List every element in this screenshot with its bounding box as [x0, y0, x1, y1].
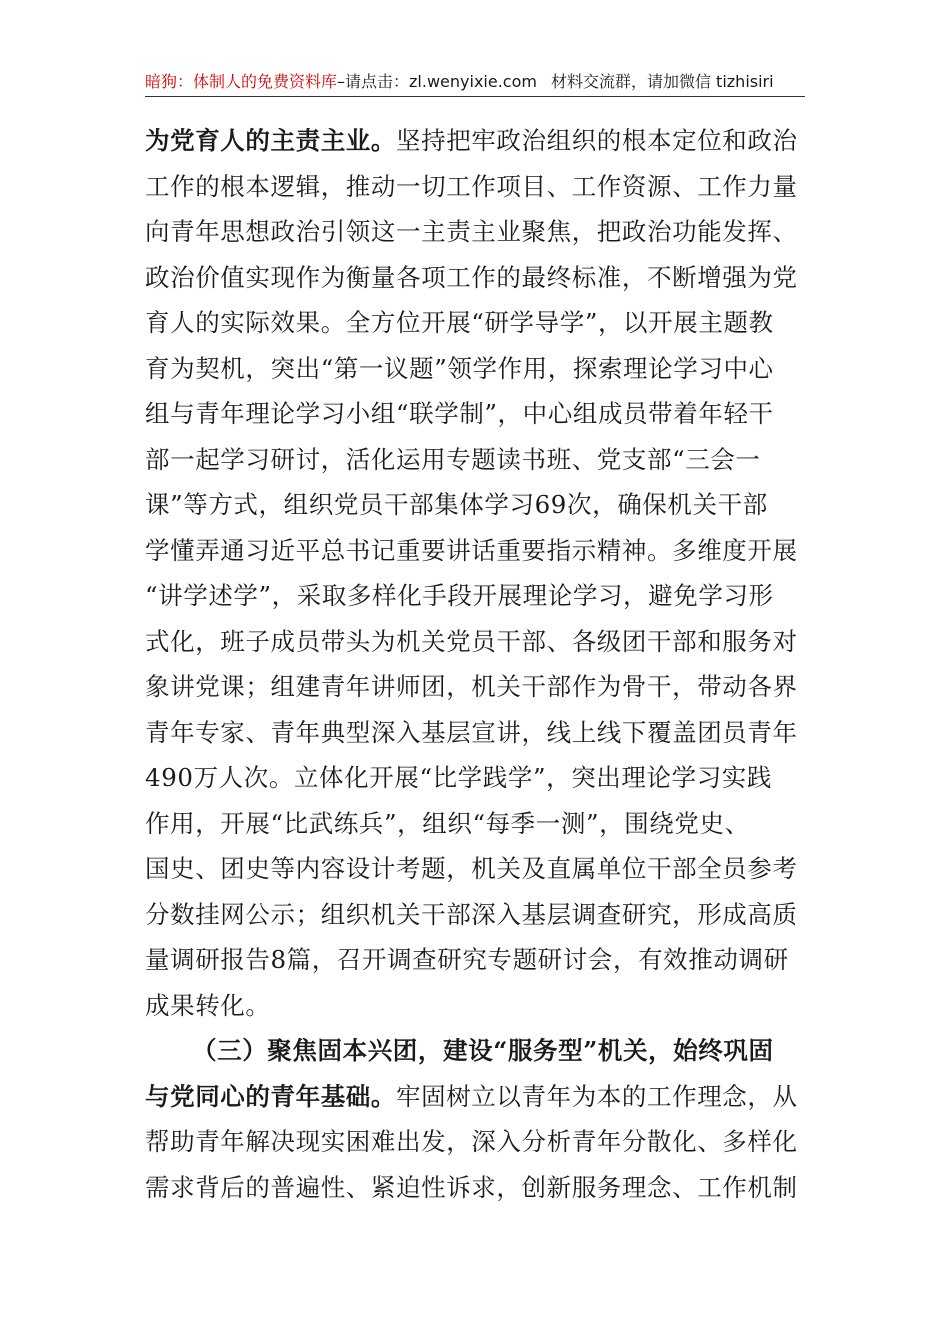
text-line: 政治价值实现作为衡量各项工作的最终标准，不断增强为党 — [145, 262, 798, 292]
line-text: 牢固树立以青年为本的工作理念，从 — [396, 1081, 798, 1111]
text-line: 学懂弄通习近平总书记重要讲话重要指示精神。多维度开展 — [145, 535, 798, 565]
bold-phrase: 为党育人的主责主业。 — [145, 126, 396, 155]
text-line: 向青年思想政治引领这一主责主业聚焦，把政治功能发挥、 — [145, 217, 798, 246]
paragraph-2 — [145, 1028, 807, 1210]
text-line — [145, 1074, 807, 1120]
text-line: 成果转化。 — [145, 990, 271, 1020]
text-line: 工作的根本逻辑，推动一切工作项目、工作资源、工作力量 — [145, 171, 798, 201]
text-line: 式化，班子成员带头为机关党员干部、各级团干部和服务对 — [145, 626, 798, 656]
header-brand: 暗狗：体制人的免费资料库 — [145, 72, 338, 91]
paragraph-1 — [145, 118, 807, 1028]
text-line: 分数挂网公示；组织机关干部深入基层调查研究，形成高质 — [145, 899, 798, 929]
header-cta: –请点击： — [337, 72, 410, 91]
text-line: 育人的实际效果。全方位开展“研学导学”，以开展主题教 — [145, 308, 774, 337]
bold-phrase: 与党同心的青年基础。 — [145, 1081, 396, 1111]
text-line: 量调研报告8篇，召开调查研究专题研讨会，有效推动调研 — [145, 945, 789, 974]
text-line: 育为契机，突出“第一议题”领学作用，探索理论学习中心 — [145, 353, 774, 383]
text-line: 作用，开展“比武练兵”，组织“每季一测”，围绕党史、 — [145, 808, 750, 838]
line-text: 坚持把牢政治组织的根本定位和政治 — [396, 126, 798, 155]
text-line: 需求背后的普遍性、紧迫性诉求，创新服务理念、工作机制 — [145, 1172, 798, 1202]
section-heading: （三）聚焦固本兴团，建设“服务型”机关，始终巩固 — [192, 1036, 774, 1065]
header-divider — [145, 96, 805, 97]
text-line: 国史、团史等内容设计考题，机关及直属单位干部全员参考 — [145, 854, 798, 883]
text-line: 部一起学习研讨，活化运用专题读书班、党支部“三会一 — [145, 444, 761, 474]
text-line: 490万人次。立体化开展“比学践学”，突出理论学习实践 — [145, 763, 773, 792]
text-line: “讲学述学”，采取多样化手段开展理论学习，避免学习形 — [145, 581, 774, 610]
text-line: 帮助青年解决现实困难出发，深入分析青年分散化、多样化 — [145, 1127, 798, 1156]
text-line: 象讲党课；组建青年讲师团，机关干部作为骨干，带动各界 — [145, 672, 798, 701]
document-body — [145, 118, 807, 1210]
header-group-note: 材料交流群，请加微信 tizhisiri — [550, 72, 774, 91]
text-line: 青年专家、青年典型深入基层宣讲，线上线下覆盖团员青年 — [145, 717, 798, 747]
text-line: 课”等方式，组织党员干部集体学习69次，确保机关干部 — [145, 490, 768, 519]
text-line: 组与青年理论学习小组“联学制”，中心组成员带着年轻干 — [145, 399, 774, 428]
section-heading-line — [145, 1028, 807, 1074]
header-url-link[interactable]: zl.wenyixie.com — [409, 72, 537, 91]
text-line — [145, 118, 807, 164]
page-header — [145, 70, 805, 94]
